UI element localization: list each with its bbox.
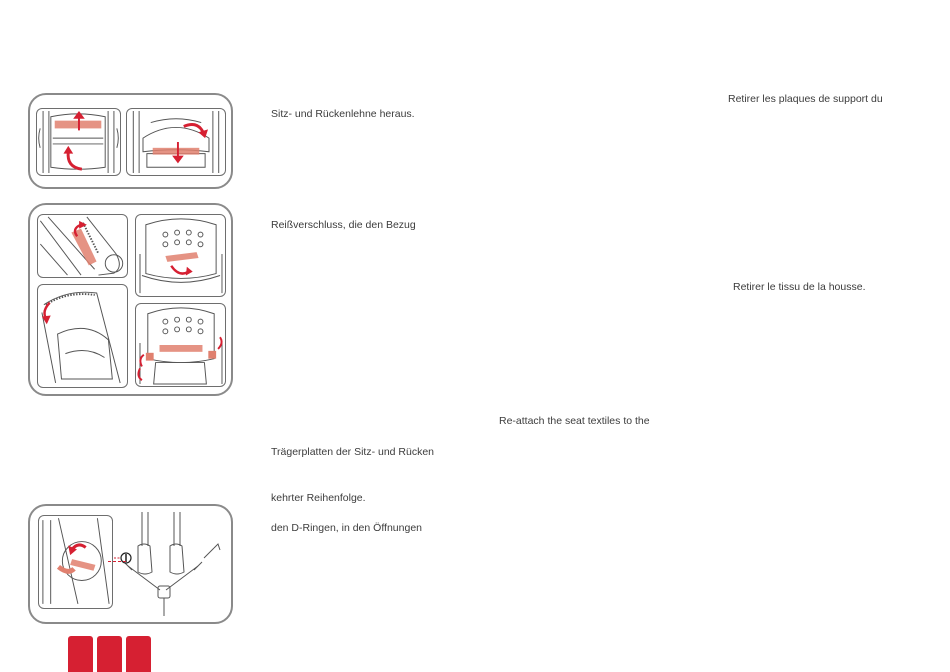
curved-arrow-icon — [171, 266, 189, 274]
text-de-d-rings: den D-Ringen, in den Öffnungen — [271, 522, 422, 534]
language-tab-3 — [126, 636, 151, 672]
text-en-reattach: Re-attach the seat textiles to the — [499, 415, 650, 427]
text-de-zipper: Reißverschluss, die den Bezug — [271, 219, 416, 231]
text-fr-remove-cover: Retirer le tissu de la housse. — [733, 281, 866, 293]
panel-zipper-seat — [37, 284, 128, 388]
figure-remove-support-plates — [28, 93, 233, 189]
panel-backrest-holes — [135, 214, 226, 297]
language-tab-2 — [97, 636, 122, 672]
harness-diagram — [114, 506, 232, 622]
text-de-support-plates: Trägerplatten der Sitz- und Rücken — [271, 446, 435, 458]
text-de-seat-backrest: Sitz- und Rückenlehne heraus. — [271, 108, 415, 120]
language-tab-1 — [68, 636, 93, 672]
panel-backrest-pull-down — [126, 108, 226, 176]
panel-d-ring-closeup — [38, 515, 113, 609]
panel-backrest-hooks — [135, 303, 226, 387]
figure-harness-d-rings — [28, 504, 233, 624]
figure-remove-cover — [28, 203, 233, 396]
text-fr-support-plates: Retirer les plaques de support du — [728, 93, 883, 105]
curved-arrow-icon — [68, 152, 82, 169]
panel-seat-pull-up — [36, 108, 121, 176]
text-de-reverse-order: kehrter Reihenfolge. — [271, 492, 366, 504]
connector-line — [108, 561, 126, 562]
panel-zipper-side — [37, 214, 128, 278]
